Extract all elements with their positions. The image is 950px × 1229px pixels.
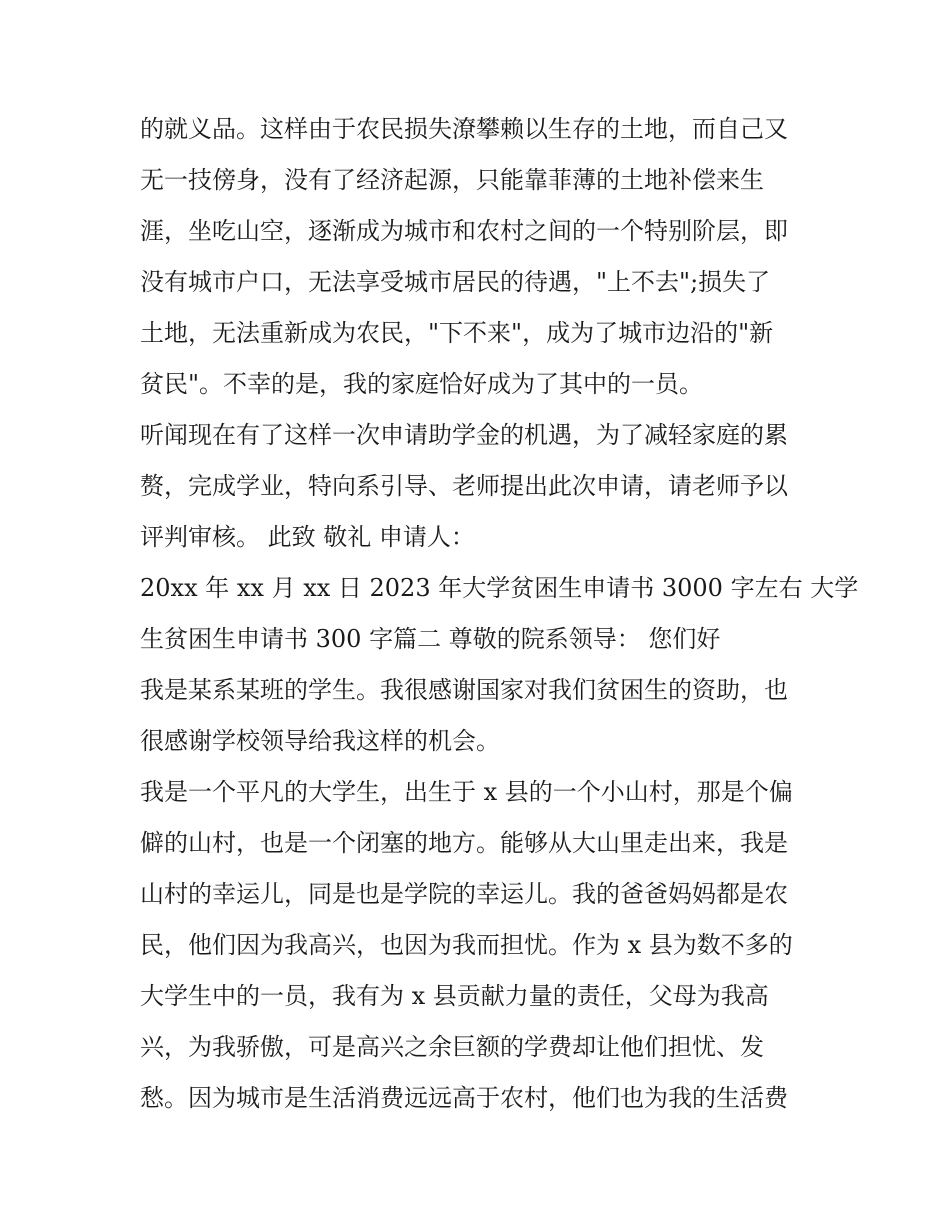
text-line: 评判审核。 此致 敬礼 申请人： (140, 523, 475, 551)
text-line: 贫民"。不幸的是，我的家庭恰好成为了其中的一员。 (140, 370, 704, 398)
text-line: 涯，坐吃山空，逐渐成为城市和农村之间的一个特别阶层，即 (140, 217, 788, 245)
text-line: 赘，完成学业，特向系引导、老师提出此次申请，请老师予以 (140, 472, 788, 500)
text-line: 生贫困生申请书 300 字篇二 尊敬的院系领导： 您们好 (140, 625, 721, 653)
text-line: 的就义品。这样由于农民损失潦攀赖以生存的土地，而自己又 (140, 115, 788, 143)
document-body (140, 104, 859, 1124)
text-line: 愁。因为城市是生活消费远远高于农村，他们也为我的生活费 (140, 1084, 788, 1112)
text-line: 我是一个平凡的大学生，出生于 x 县的一个小山村，那是个偏 (140, 778, 793, 806)
text-line: 很感谢学校领导给我这样的机会。 (140, 727, 500, 755)
text-line: 没有城市户口，无法享受城市居民的待遇，"上不去";损失了 (140, 268, 771, 296)
text-line: 民，他们因为我高兴，也因为我而担忧。作为 x 县为数不多的 (140, 931, 793, 959)
text-line: 听闻现在有了这样一次申请助学金的机遇，为了减轻家庭的累 (140, 421, 788, 449)
text-line: 山村的幸运儿，同是也是学院的幸运儿。我的爸爸妈妈都是农 (140, 880, 788, 908)
text-line: 兴，为我骄傲，可是高兴之余巨额的学费却让他们担忧、发 (140, 1033, 764, 1061)
text-line: 僻的山村，也是一个闭塞的地方。能够从大山里走出来，我是 (140, 829, 788, 857)
text-line: 20xx 年 xx 月 xx 日 2023 年大学贫困生申请书 3000 字左右 大学 (140, 574, 859, 602)
text-line: 我是某系某班的学生。我很感谢国家对我们贫困生的资助，也 (140, 676, 788, 704)
text-line: 大学生中的一员，我有为 x 县贡献力量的责任，父母为我高 (140, 982, 769, 1010)
text-line: 无一技傍身，没有了经济起源，只能靠菲薄的土地补偿来生 (140, 166, 764, 194)
text-line: 土地，无法重新成为农民，"下不来"，成为了城市边沿的"新 (140, 319, 774, 347)
